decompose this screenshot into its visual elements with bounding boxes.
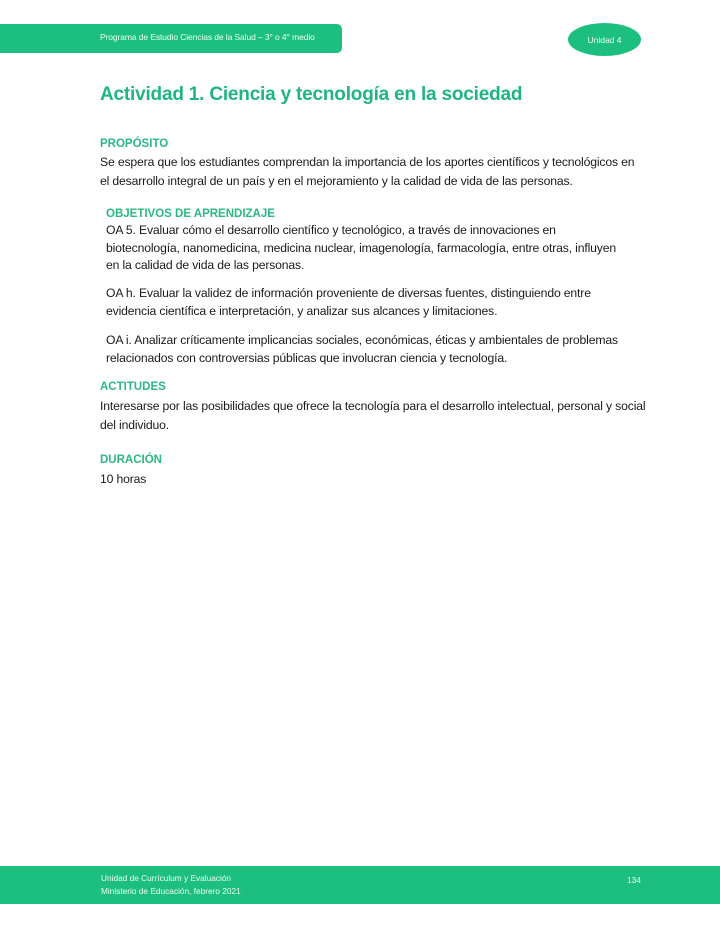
objective-line: OA 5. Evaluar cómo el desarrollo científico y tecnológico, a través de innovaciones en — [106, 223, 556, 237]
objective-line: relacionados con controversias públicas que involucran ciencia y tecnología. — [106, 350, 508, 365]
objective-line: OA i. Analizar críticamente implicancias sociales, económicas, éticas y ambientales de problemas — [106, 333, 618, 347]
duracion-heading: DURACIÓN — [100, 454, 162, 466]
objective-line: en la calidad de vida de las personas. — [106, 258, 305, 272]
objetivos-heading: OBJETIVOS DE APRENDIZAJE — [106, 208, 275, 220]
actitudes-line: Interesarse por las posibilidades que ofrece la tecnología para el desarrollo intelectual, personal y social — [100, 399, 646, 413]
actitudes-line: del individuo. — [100, 418, 170, 432]
actitudes-heading: ACTITUDES — [100, 381, 166, 393]
objective-oah — [106, 285, 591, 320]
objective-line: OA h. Evaluar la validez de información proveniente de diversas fuentes, distinguiendo entre — [106, 286, 591, 300]
unit-label: Unidad 4 — [587, 34, 622, 45]
footer-bar — [0, 866, 720, 904]
activity-title: Actividad 1. Ciencia y tecnología en la sociedad — [100, 84, 523, 105]
proposito-line: el desarrollo integral de un país y en el mejoramiento y la calidad de vida de las personas. — [100, 174, 573, 188]
page-number: 134 — [627, 875, 641, 885]
duracion-value — [100, 470, 146, 489]
header-bar — [0, 24, 342, 53]
duracion-text: 10 horas — [100, 472, 147, 486]
program-title: Programa de Estudio Ciencias de la Salud – 3° o 4° medio — [100, 32, 315, 42]
actitudes-text — [100, 397, 645, 435]
footer-unit: Unidad de Currículum y Evaluación — [101, 873, 232, 883]
proposito-heading: PROPÓSITO — [100, 138, 169, 150]
objective-line: biotecnología, nanomedicina, medicina nuclear, imagenología, farmacología, entre otras, influyen — [106, 240, 616, 255]
objective-line: evidencia científica e interpretación, y analizar sus alcances y limitaciones. — [106, 303, 498, 318]
unit-badge — [568, 23, 641, 56]
objective-oai — [106, 332, 618, 367]
proposito-line: Se espera que los estudiantes comprendan la importancia de los aportes científicos y tecnológicos en — [100, 155, 635, 169]
proposito-text — [100, 153, 634, 191]
footer-ministry: Ministerio de Educación, febrero 2021 — [101, 886, 241, 896]
objective-oa5 — [106, 222, 616, 275]
